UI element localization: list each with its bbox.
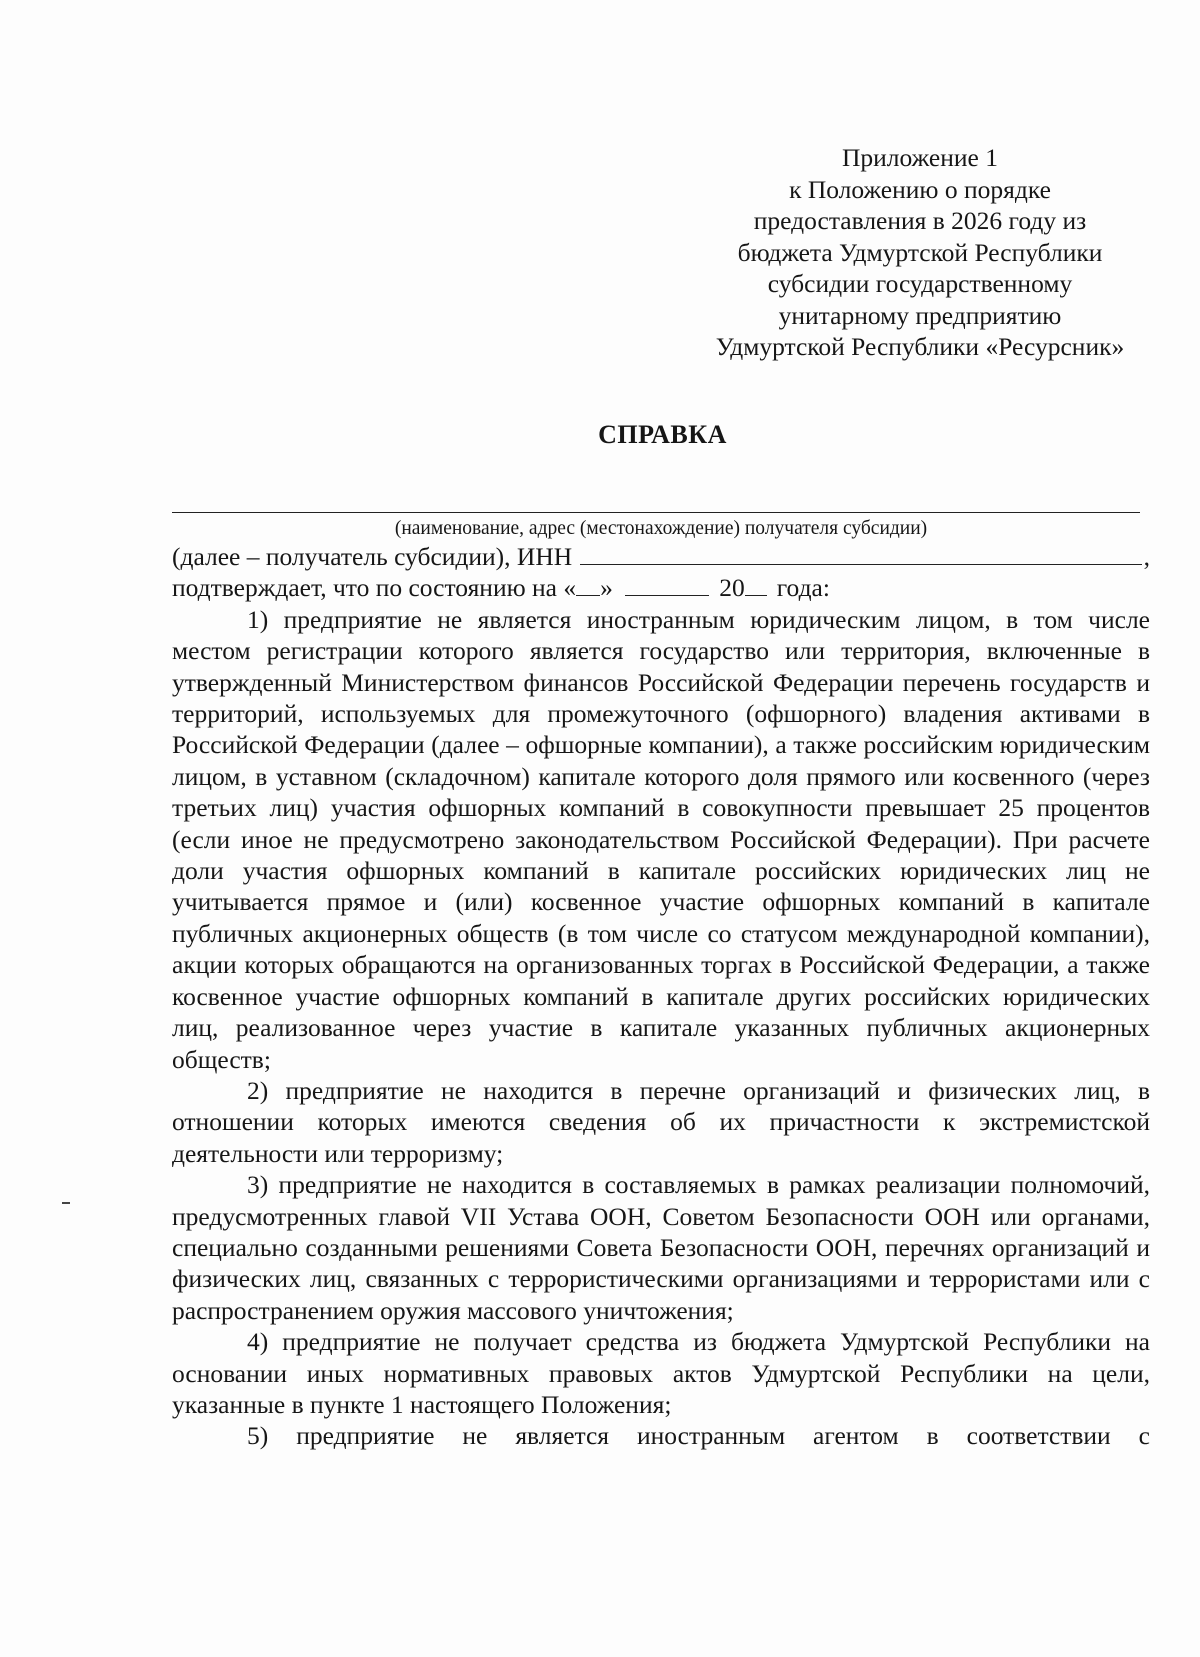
- paragraph-1: 1) предприятие не является иностранным юридическим лицом, в том числе местом регистрации которого является государство или территория, включенные в утвержденный Министерством финансов Российской Федерации перечень государств и территорий, используемых для промежуточного (офшорного) владения активами в Российской Федерации (далее – офшорные компании), а также российским юридическим лицом, в уставном (складочном) капитале которого доля прямого или косвенного (через третьих лиц) участия офшорных компаний в совокупности превышает 25 процентов (если иное не предусмотрено законодательством Российской Федерации). При расчете доли участия офшорных компаний в капитале российских юридических лиц не учитывается прямое и (или) косвенное участие офшорных компаний в капитале публичных акционерных обществ (в том числе со статусом международной компании), акции которых обращаются на организованных торгах в Российской Федерации, а также косвенное участие офшорных компаний в капитале других российских юридических лиц, реализованное через участие в капитале указанных публичных акционерных обществ;: [172, 604, 1150, 1074]
- appendix-header: [690, 142, 1150, 363]
- paragraph-4: 4) предприятие не получает средства из бюджета Удмуртской Республики на основании иных нормативных правовых актов Удмуртской Республики на цели, указанные в пункте 1 настоящего Положения;: [172, 1327, 1150, 1419]
- date-suffix: года:: [776, 573, 830, 603]
- paragraph-2: 2) предприятие не находится в перечне организаций и физических лиц, в отношении которых имеются сведения об их причастности к экстремистской деятельности или терроризму;: [172, 1075, 1150, 1168]
- date-line: [172, 572, 1150, 603]
- inn-label: (далее – получатель субсидии), ИНН: [172, 542, 573, 571]
- inn-comma: ,: [1143, 542, 1150, 571]
- date-quote-close: »: [600, 573, 613, 603]
- inn-line: [172, 541, 1150, 572]
- appendix-line: Удмуртской Республики «Ресурсник»: [715, 332, 1125, 361]
- margin-dash-mark: [62, 1202, 70, 1204]
- document-title: СПРАВКА: [598, 420, 727, 449]
- appendix-line: унитарному предприятию: [778, 300, 1062, 330]
- date-prefix: подтверждает, что по состоянию на «: [172, 573, 577, 603]
- recipient-caption: (наименование, адрес (местонахождение) получателя субсидии): [394, 518, 928, 539]
- document-body: [172, 504, 1150, 1452]
- appendix-line: к Положению о порядке: [789, 174, 1051, 204]
- month-blank-field: [625, 575, 709, 596]
- appendix-line: Приложение 1: [842, 143, 998, 172]
- day-blank-field: [576, 575, 600, 596]
- paragraph-5: 5) предприятие не является иностранным агентом в соответствии с: [247, 1421, 1150, 1451]
- appendix-line: субсидии государственному: [767, 269, 1073, 298]
- year-prefix: 20: [719, 573, 745, 603]
- inn-blank-field: [580, 542, 1141, 565]
- year-blank-field: [745, 575, 767, 596]
- recipient-name-blank-line: [172, 504, 1140, 513]
- appendix-line: бюджета Удмуртской Республики: [737, 237, 1103, 267]
- paragraph-3: 3) предприятие не находится в составляемых в рамках реализации полномочий, предусмотренных главой VII Устава ООН, Советом Безопасности ООН или органами, специально созданными решениями Совета Безопасности ООН, перечнях организаций и физических лиц, связанных с террористическими организациями и террористами или с распространением оружия массового уничтожения;: [172, 1170, 1150, 1325]
- appendix-line: предоставления в 2026 году из: [753, 206, 1087, 235]
